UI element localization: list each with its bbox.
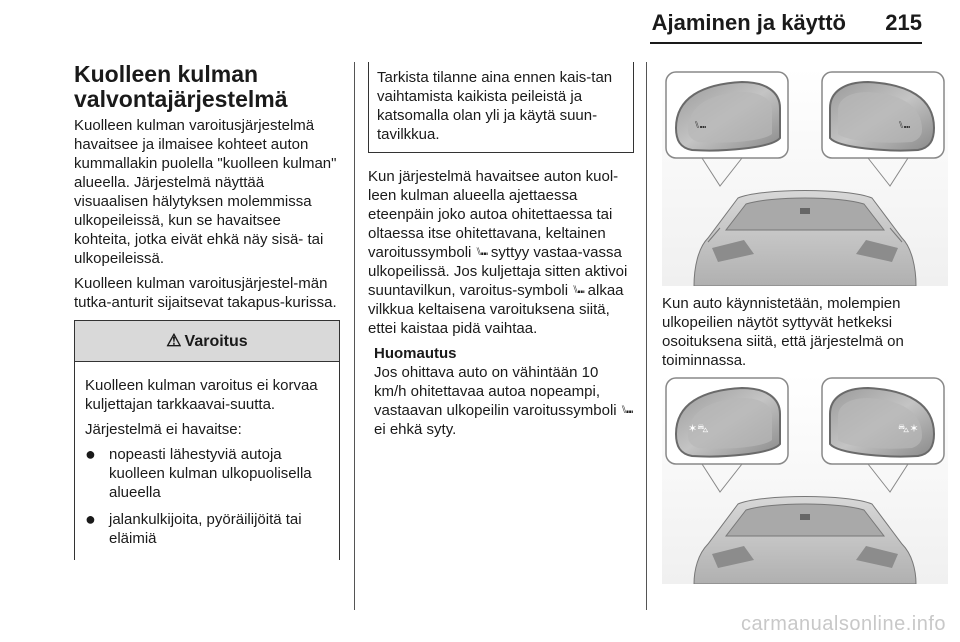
svg-text:✶⛍: ✶⛍ bbox=[688, 422, 709, 435]
warning-body bbox=[75, 362, 339, 560]
notice-text: Tarkista tilanne aina ennen kais-tan vaihtamista kaikista peileistä ja katsomalla olan yli ja käytä suun-tavilkkua. bbox=[377, 69, 613, 143]
column-divider-1 bbox=[354, 62, 355, 610]
page-header bbox=[650, 8, 922, 42]
warning-header bbox=[75, 320, 339, 362]
note-body bbox=[374, 363, 634, 439]
detection-paragraph bbox=[368, 167, 634, 338]
blind-spot-symbol-icon: ⑊⑉ bbox=[620, 404, 632, 416]
blind-spot-symbol-icon: ⑊⑉ bbox=[572, 284, 584, 296]
warning-title: Varoitus bbox=[184, 333, 248, 350]
bullet-icon: ● bbox=[85, 444, 96, 464]
watermark: carmanualsonline.info bbox=[740, 613, 946, 635]
column-1 bbox=[74, 62, 340, 560]
note-title: Huomautus bbox=[374, 345, 457, 362]
intro-paragraph: Kuolleen kulman varoitusjärjestelmä havaitsee ja ilmaisee kohteet auton kummallakin puolella "kuolleen kulman" alueella. Järjestelmä näyttää visuaalisen hälytyksen molemmissa ulkopeileissä, kun se havaitsee kohteita, jotka eivät ehkä näy sisä- tai ulkopeileissä. bbox=[74, 117, 337, 267]
warning-list bbox=[85, 445, 329, 548]
warning-list-intro: Järjestelmä ei havaitse: bbox=[85, 421, 242, 438]
header-rule bbox=[650, 42, 922, 44]
detection-text-b: syttyy vastaa-vassa ulkopeilissä. Jos kuljettaja sitten aktivoi suuntavilkun, varoitus-symboli bbox=[368, 244, 628, 299]
list-item-text: nopeasti lähestyviä autoja kuolleen kulman ulkopuolisella alueella bbox=[109, 446, 312, 501]
warning-triangle-icon: ⚠ bbox=[166, 331, 182, 350]
list-item-text: jalankulkijoita, pyöräilijöitä tai eläimiä bbox=[109, 511, 302, 547]
chapter-title: Ajaminen ja käyttö bbox=[651, 10, 846, 35]
detection-text-a: Kun järjestelmä havaitsee auton kuol-leen kulman alueella ajettaessa eteenpäin joko autoa ohitettaessa tai oltaessa itse ohitettavana, keltainen varoitussymboli bbox=[368, 168, 619, 261]
column-3 bbox=[662, 294, 948, 376]
warning-box bbox=[74, 320, 340, 560]
bullet-icon: ● bbox=[85, 509, 96, 529]
column-divider-2 bbox=[646, 62, 647, 610]
page-number: 215 bbox=[885, 10, 922, 35]
detection-text-c: alkaa vilkkua keltaisena varoituksena siitä, ettei kaistaa pidä vaihtaa. bbox=[368, 282, 624, 337]
svg-text:⛍✶: ⛍✶ bbox=[898, 422, 919, 435]
section-heading: Kuolleen kulman valvontajärjestelmä bbox=[74, 61, 288, 112]
mirror-figure-top bbox=[662, 68, 948, 286]
startup-paragraph: Kun auto käynnistetään, molempien ulkopeilien näytöt syttyvät hetkeksi osoituksena siitä, että järjestelmä on toiminnassa. bbox=[662, 295, 904, 369]
blind-spot-symbol-icon: ⑊⑉ bbox=[475, 246, 487, 258]
list-item bbox=[85, 445, 329, 502]
svg-text:⑊⑉: ⑊⑉ bbox=[694, 120, 706, 131]
list-item bbox=[85, 510, 329, 548]
note-text-b: ei ehkä syty. bbox=[374, 421, 457, 438]
notice-box bbox=[368, 62, 634, 153]
warning-text: Kuolleen kulman varoitus ei korvaa kuljettajan tarkkaavai-suutta. bbox=[85, 377, 318, 413]
note-text-a: Jos ohittava auto on vähintään 10 km/h ohitettavaa autoa nopeampi, vastaavan ulkopeilin varoitussymboli bbox=[374, 364, 617, 419]
column-2 bbox=[368, 62, 634, 439]
sensor-paragraph: Kuolleen kulman varoitusjärjestel-män tutka-anturit sijaitsevat takapus-kurissa. bbox=[74, 275, 337, 311]
mirror-figure-bottom bbox=[662, 374, 948, 584]
svg-text:⑊⑉: ⑊⑉ bbox=[898, 120, 910, 131]
